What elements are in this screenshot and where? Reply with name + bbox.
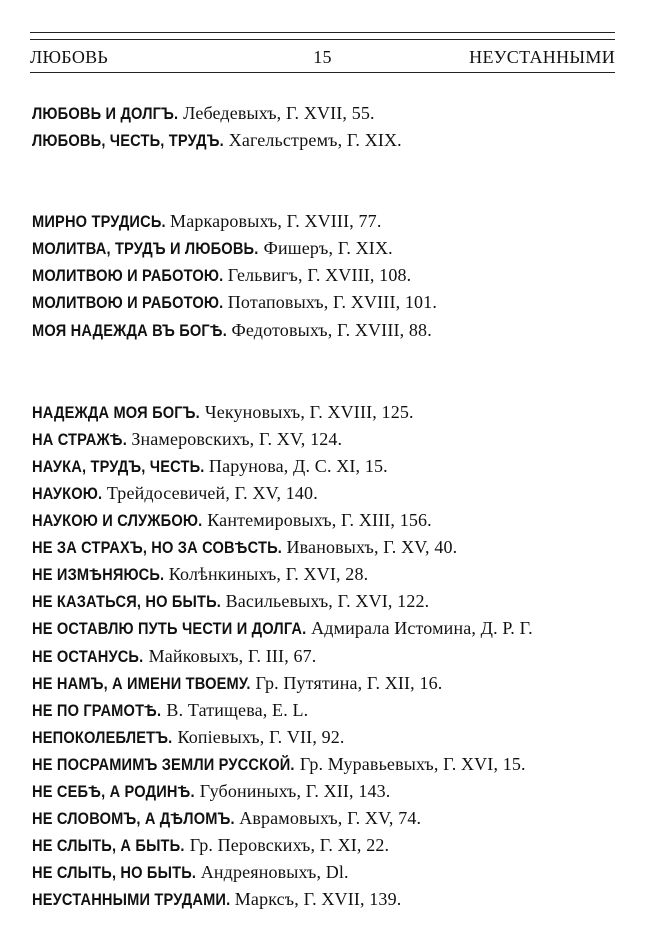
motto-text: МОЛИТВОЮ И РАБОТОЮ. xyxy=(32,293,224,313)
motto-entry xyxy=(32,561,622,588)
motto-source: Гр. Путятина, Г. XII, 16. xyxy=(255,672,443,693)
motto-source: Кантемировыхъ, Г. XIII, 156. xyxy=(207,510,432,531)
motto-text: НЕПОКОЛЕБЛЕТЪ. xyxy=(32,727,173,747)
motto-source: Адмирала Истомина, Д. Р. Г. xyxy=(311,618,533,639)
motto-source: Чекуновыхъ, Г. XVIII, 125. xyxy=(204,401,414,422)
motto-source: Майковыхъ, Г. III, 67. xyxy=(148,645,317,666)
header-left-catchword: ЛЮБОВЬ xyxy=(30,47,109,67)
motto-text: ЛЮБОВЬ И ДОЛГЪ. xyxy=(32,104,179,123)
motto-source: Марксъ, Г. XVII, 139. xyxy=(234,889,402,910)
motto-entry xyxy=(32,208,622,235)
header-rule xyxy=(30,72,615,73)
motto-source: Фишеръ, Г. XIX. xyxy=(263,238,393,259)
motto-group xyxy=(32,399,622,914)
motto-entry xyxy=(32,399,622,426)
motto-entry xyxy=(32,127,622,154)
motto-entry xyxy=(32,859,622,886)
motto-entry xyxy=(32,832,622,859)
motto-entry xyxy=(32,778,622,805)
motto-text: НЕ ПОСРАМИМЪ ЗЕМЛИ РУССКОЙ. xyxy=(32,754,295,774)
motto-source: Гельвигъ, Г. XVIII, 108. xyxy=(227,265,412,286)
motto-source: Парунова, Д. С. XI, 15. xyxy=(208,455,388,476)
motto-list xyxy=(32,100,622,913)
motto-text: НАУКОЮ И СЛУЖБОЮ. xyxy=(32,511,203,531)
page-number: 15 xyxy=(313,47,332,67)
motto-group xyxy=(32,208,622,343)
motto-text: НА СТРАЖѢ. xyxy=(32,429,128,449)
motto-text: НЕ ОСТАВЛЮ ПУТЬ ЧЕСТИ И ДОЛГА. xyxy=(32,619,307,639)
motto-entry xyxy=(32,507,622,534)
motto-entry xyxy=(32,262,622,289)
motto-entry xyxy=(32,426,622,453)
motto-group xyxy=(32,100,622,154)
motto-entry xyxy=(32,235,622,262)
motto-source: Знамеровскихъ, Г. XV, 124. xyxy=(131,428,343,449)
motto-entry xyxy=(32,588,622,615)
motto-source: Васильевыхъ, Г. XVI, 122. xyxy=(225,591,430,612)
motto-text: МОЯ НАДЕЖДА ВЪ БОГѢ. xyxy=(32,320,227,340)
motto-text: МИРНО ТРУДИСЬ. xyxy=(32,212,166,232)
motto-text: МОЛИТВА, ТРУДЪ И ЛЮБОВЬ. xyxy=(32,239,259,259)
motto-source: Трейдосевичей, Г. XV, 140. xyxy=(106,482,318,503)
motto-text: НЕ СЛЫТЬ, А БЫТЬ. xyxy=(32,836,185,856)
motto-source: Гр. Муравьевыхъ, Г. XVI, 15. xyxy=(299,753,526,774)
motto-source: Лебедевыхъ, Г. XVII, 55. xyxy=(183,103,375,123)
motto-text: НЕ КАЗАТЬСЯ, НО БЫТЬ. xyxy=(32,592,222,612)
top-rule-inner xyxy=(30,39,615,40)
motto-text: НЕ СЕБѢ, А РОДИНѢ. xyxy=(32,781,195,801)
motto-entry xyxy=(32,534,622,561)
motto-entry xyxy=(32,697,622,724)
motto-text: НЕУСТАННЫМИ ТРУДАМИ. xyxy=(32,890,231,910)
motto-entry xyxy=(32,453,622,480)
motto-source: Копіевыхъ, Г. VII, 92. xyxy=(177,726,345,747)
motto-text: ЛЮБОВЬ, ЧЕСТЬ, ТРУДЪ. xyxy=(32,131,224,151)
motto-text: НЕ СЛОВОМЪ, А ДѢЛОМЪ. xyxy=(32,809,235,829)
motto-text: НЕ НАМЪ, А ИМЕНИ ТВОЕМУ. xyxy=(32,673,251,693)
motto-entry xyxy=(32,480,622,507)
motto-text: НЕ ЗА СТРАХЪ, НО ЗА СОВѢСТЬ. xyxy=(32,538,283,558)
header-right-catchword: НЕУСТАННЫМИ xyxy=(469,47,615,67)
motto-entry xyxy=(32,805,622,832)
motto-source: Аврамовыхъ, Г. XV, 74. xyxy=(239,808,422,829)
motto-entry xyxy=(32,317,622,344)
motto-source: Ивановыхъ, Г. XV, 40. xyxy=(286,537,458,558)
motto-source: Маркаровыхъ, Г. XVIII, 77. xyxy=(170,211,382,232)
motto-entry xyxy=(32,615,622,642)
motto-text: НЕ ИЗМѢНЯЮСЬ. xyxy=(32,565,165,585)
motto-text: МОЛИТВОЮ И РАБОТОЮ. xyxy=(32,266,224,286)
running-header xyxy=(30,44,615,70)
motto-entry xyxy=(32,886,622,913)
motto-source: Андреяновыхъ, Dl. xyxy=(200,862,349,883)
motto-source: Хагельстремъ, Г. XIX. xyxy=(228,130,402,151)
motto-text: НАДЕЖДА МОЯ БОГЪ. xyxy=(32,402,200,422)
motto-source: В. Татищева, Е. L. xyxy=(166,699,309,720)
motto-source: Губониныхъ, Г. XII, 143. xyxy=(199,780,391,801)
motto-entry xyxy=(32,751,622,778)
motto-entry xyxy=(32,724,622,751)
motto-text: НАУКА, ТРУДЪ, ЧЕСТЬ. xyxy=(32,456,205,476)
motto-source: Потаповыхъ, Г. XVIII, 101. xyxy=(227,292,437,313)
motto-source: Гр. Перовскихъ, Г. XI, 22. xyxy=(189,835,390,856)
motto-entry xyxy=(32,289,622,316)
motto-entry xyxy=(32,670,622,697)
motto-source: Колѣнкиныхъ, Г. XVI, 28. xyxy=(168,564,369,585)
motto-text: НЕ ПО ГРАМОТѢ. xyxy=(32,700,162,720)
motto-source: Федотовыхъ, Г. XVIII, 88. xyxy=(231,319,432,340)
motto-text: НАУКОЮ. xyxy=(32,483,103,503)
motto-text: НЕ СЛЫТЬ, НО БЫТЬ. xyxy=(32,863,197,883)
motto-entry xyxy=(32,643,622,670)
motto-entry xyxy=(32,100,622,127)
top-rule-outer xyxy=(30,32,615,33)
motto-text: НЕ ОСТАНУСЬ. xyxy=(32,646,144,666)
